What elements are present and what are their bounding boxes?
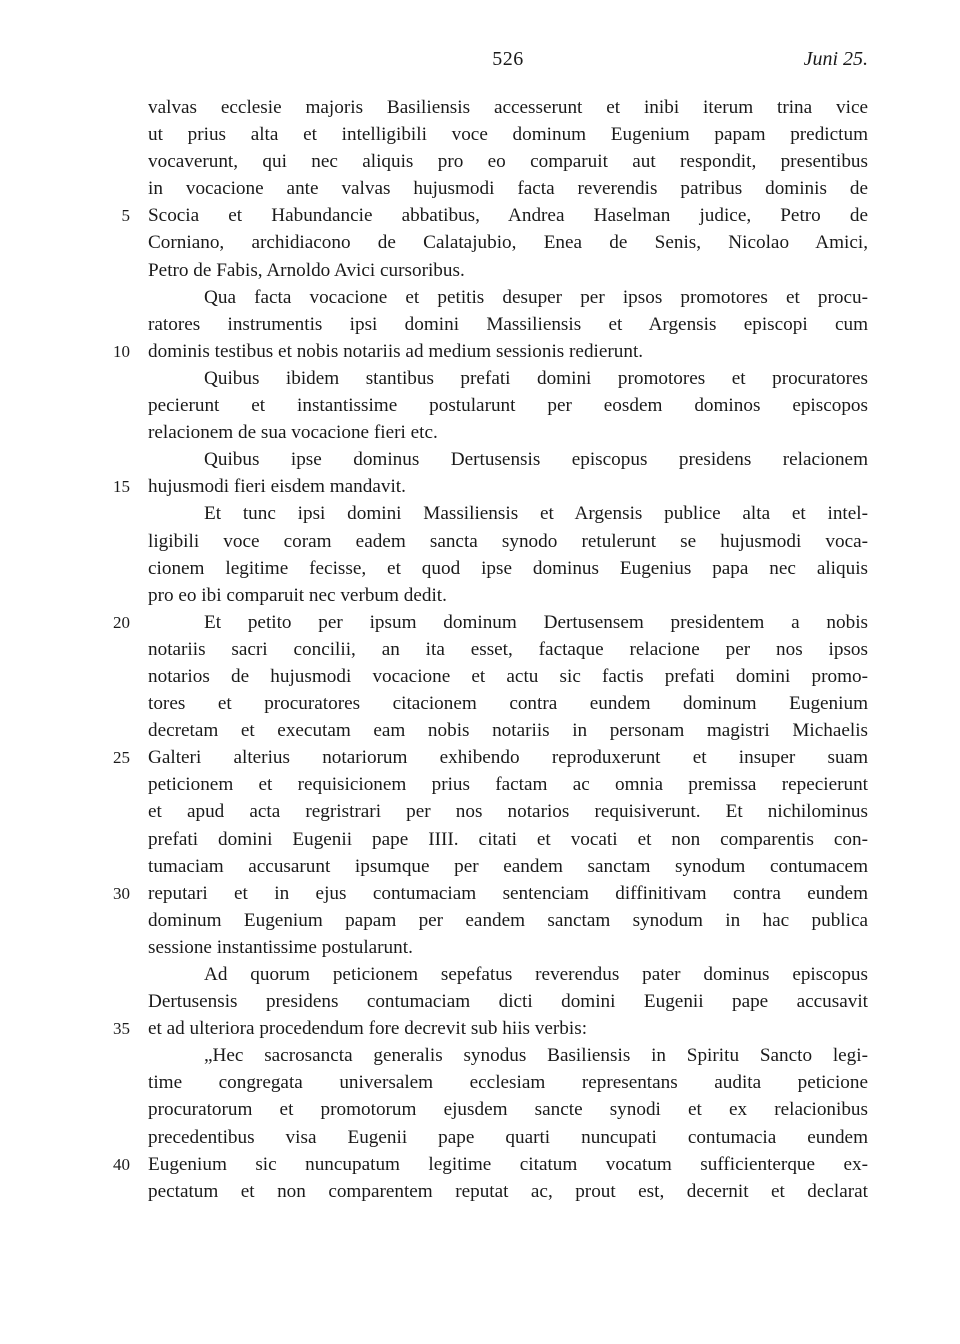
text-line bbox=[148, 690, 868, 717]
line-text: Et petito per ipsum dominum Dertusensem presidentem a nobis bbox=[204, 611, 868, 633]
line-text: Galteri alterius notariorum exhibendo reproduxerunt et insuper suam bbox=[148, 747, 868, 769]
line-text: et ad ulteriora procedendum fore decrevit sub hiis verbis: bbox=[148, 1018, 588, 1040]
text-line bbox=[148, 853, 868, 880]
line-number: 5 bbox=[121, 206, 130, 226]
text-line bbox=[148, 988, 868, 1015]
line-number: 15 bbox=[113, 477, 130, 497]
text-line bbox=[148, 446, 868, 473]
text-line bbox=[148, 582, 868, 609]
line-text: reputari et in ejus contumaciam sentenciam diffinitivam contra eundem bbox=[148, 882, 868, 904]
text-line bbox=[148, 934, 868, 961]
body-text bbox=[113, 94, 868, 1205]
text-line bbox=[148, 636, 868, 663]
page-number: 526 bbox=[492, 48, 524, 70]
line-text: Scocia et Habundancie abbatibus, Andrea Haselman judice, Petro de bbox=[148, 205, 868, 227]
line-text: hujusmodi fieri eisdem mandavit. bbox=[148, 476, 406, 498]
line-text: in vocacione ante valvas hujusmodi facta reverendis patribus dominis de bbox=[148, 178, 868, 200]
line-text: valvas ecclesie majoris Basiliensis accesserunt et inibi iterum trina vice bbox=[148, 97, 868, 118]
line-text: notariis sacri concilii, an ita esset, factaque relacione per nos ipsos bbox=[148, 638, 868, 660]
text-line bbox=[121, 202, 868, 229]
line-text: decretam et executam eam nobis notariis in personam magistri Michaelis bbox=[148, 720, 868, 742]
text-line bbox=[148, 419, 868, 446]
text-line bbox=[148, 717, 868, 744]
text-line bbox=[148, 1042, 868, 1069]
text-line bbox=[148, 663, 868, 690]
line-text: dominis testibus et nobis notariis ad medium sessionis redierunt. bbox=[148, 340, 644, 362]
line-text: Qua facta vocacione et petitis desuper per ipsos promotores et procu- bbox=[204, 286, 868, 308]
line-text: dominum Eugenium papam per eandem sanctam synodum in hac publica bbox=[148, 909, 868, 931]
text-line bbox=[148, 284, 868, 311]
text-line bbox=[148, 555, 868, 582]
text-line bbox=[148, 798, 868, 825]
text-line bbox=[148, 771, 868, 798]
line-text: Corniano, archidiacono de Calatajubio, Enea de Senis, Nicolao Amici, bbox=[148, 232, 868, 254]
line-text: „Hec sacrosancta generalis synodus Basiliensis in Spiritu Sancto legi- bbox=[204, 1045, 868, 1067]
line-text: Dertusensis presidens contumaciam dicti domini Eugenii pape accusavit bbox=[148, 991, 868, 1013]
text-line bbox=[148, 500, 868, 527]
line-number: 10 bbox=[113, 341, 130, 361]
text-line bbox=[113, 609, 868, 636]
text-line bbox=[148, 961, 868, 988]
line-text: Et tunc ipsi domini Massiliensis et Argensis publice alta et intel- bbox=[204, 503, 868, 525]
text-line bbox=[148, 94, 868, 121]
text-line bbox=[148, 175, 868, 202]
text-line bbox=[113, 880, 868, 907]
text-line bbox=[148, 257, 868, 284]
text-line bbox=[148, 826, 868, 853]
line-number: 35 bbox=[113, 1019, 130, 1039]
text-line bbox=[148, 392, 868, 419]
line-text: Petro de Fabis, Arnoldo Avici cursoribus. bbox=[148, 259, 465, 281]
line-text: Ad quorum peticionem sepefatus reverendus pater dominus episcopus bbox=[204, 964, 868, 985]
line-text: vocaverunt, qui nec aliquis pro eo comparuit aut respondit, presentibus bbox=[148, 151, 868, 173]
line-text: pecierunt et instantissime postularunt per eosdem dominos episcopos bbox=[148, 395, 868, 417]
text-line bbox=[148, 365, 868, 392]
text-line bbox=[113, 338, 868, 365]
line-text: et apud acta regristrari per nos notarios requisiverunt. Et nichilominus bbox=[148, 801, 868, 823]
line-text: cionem legitime fecisse, et quod ipse dominus Eugenius papa nec aliquis bbox=[148, 557, 868, 579]
running-head-date: Juni 25. bbox=[803, 48, 868, 70]
text-line bbox=[148, 1096, 868, 1123]
line-text: ligibili voce coram eadem sancta synodo retulerunt se hujusmodi voca- bbox=[148, 530, 868, 552]
line-text: relacionem de sua vocacione fieri etc. bbox=[148, 422, 438, 444]
text-line bbox=[113, 1015, 868, 1042]
text-line bbox=[148, 1178, 868, 1205]
text-line bbox=[148, 229, 868, 256]
line-text: notarios de hujusmodi vocacione et actu sic factis prefati domini promo- bbox=[148, 665, 868, 687]
line-number: 25 bbox=[113, 748, 130, 768]
text-line bbox=[148, 1069, 868, 1096]
line-text: pectatum et non comparentem reputat ac, prout est, decernit et declarat bbox=[148, 1180, 868, 1202]
page-header bbox=[148, 48, 868, 78]
text-line bbox=[148, 1124, 868, 1151]
line-text: tores et procuratores citacionem contra eundem dominum Eugenium bbox=[148, 693, 868, 715]
line-text: precedentibus visa Eugenii pape quarti nuncupati contumacia eundem bbox=[148, 1126, 868, 1148]
line-text: procuratorum et promotorum ejusdem sancte synodi et ex relacionibus bbox=[148, 1099, 868, 1121]
line-text: ratores instrumentis ipsi domini Massiliensis et Argensis episcopi cum bbox=[148, 313, 868, 335]
text-line bbox=[148, 121, 868, 148]
line-number: 40 bbox=[113, 1154, 130, 1174]
line-text: peticionem et requisicionem prius factam ac omnia premissa repecierunt bbox=[148, 774, 868, 796]
line-number: 30 bbox=[113, 883, 130, 903]
line-text: tumaciam accusarunt ipsumque per eandem sanctam synodum contumacem bbox=[148, 855, 868, 877]
text-line bbox=[148, 311, 868, 338]
line-text: sessione instantissime postularunt. bbox=[148, 936, 413, 958]
line-text: Eugenium sic nuncupatum legitime citatum vocatum sufficienterque ex- bbox=[148, 1153, 868, 1175]
line-text: Quibus ibidem stantibus prefati domini promotores et procuratores bbox=[204, 367, 868, 389]
text-line bbox=[113, 744, 868, 771]
line-number: 20 bbox=[113, 612, 130, 632]
line-text: Quibus ipse dominus Dertusensis episcopus presidens relacionem bbox=[204, 449, 868, 471]
text-line bbox=[148, 528, 868, 555]
text-line bbox=[148, 148, 868, 175]
text-line bbox=[113, 1151, 868, 1178]
line-text: time congregata universalem ecclesiam representans audita peticione bbox=[148, 1072, 868, 1094]
line-text: prefati domini Eugenii pape IIII. citati et vocati et non comparentis con- bbox=[148, 828, 868, 850]
text-line bbox=[113, 473, 868, 500]
line-text: pro eo ibi comparuit nec verbum dedit. bbox=[148, 584, 447, 606]
text-line bbox=[148, 907, 868, 934]
line-text: ut prius alta et intelligibili voce dominum Eugenium papam predictum bbox=[148, 124, 868, 146]
